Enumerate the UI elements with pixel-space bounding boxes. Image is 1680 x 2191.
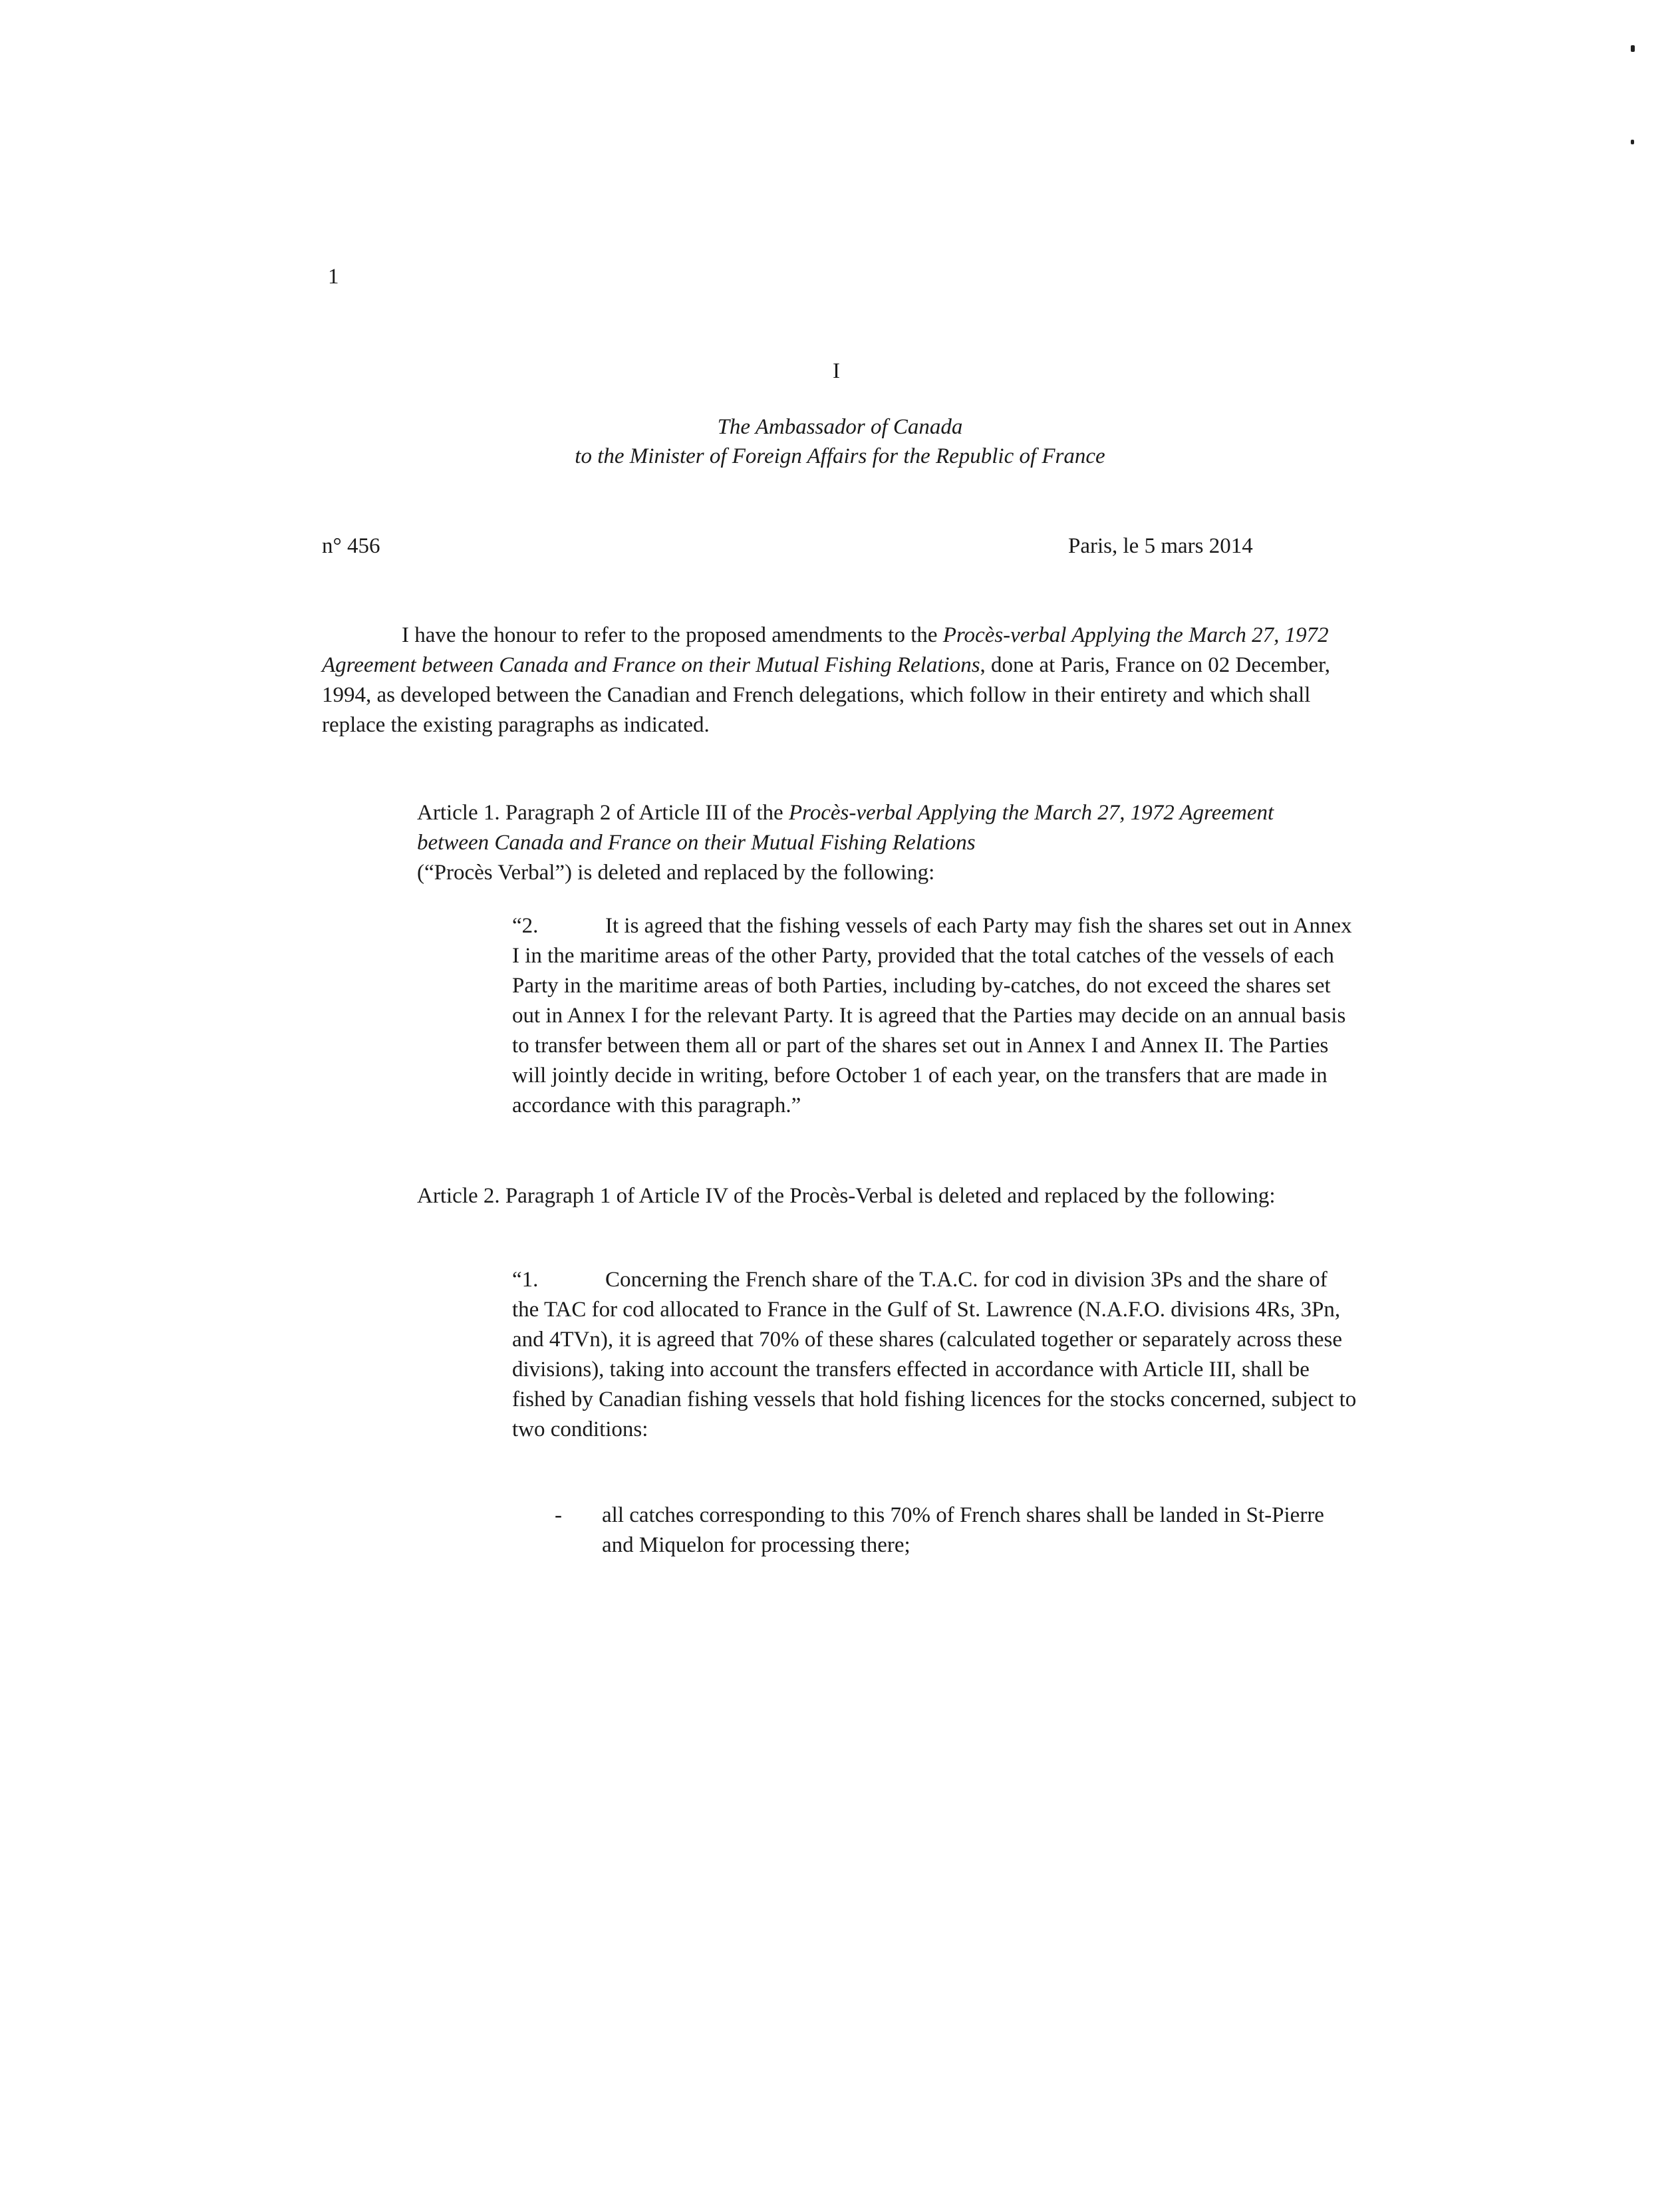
intro-text-start: I have the honour to refer to the proposed amendments to the <box>402 623 943 647</box>
letter-heading-sender: The Ambassador of Canada <box>717 415 963 439</box>
intro-agreement-title: Procès-verbal Applying the March 27, 1972 Agreement between Canada and France on their Mutual Fishing Relations <box>322 623 1329 677</box>
section-roman-numeral: I <box>833 359 840 383</box>
scan-speck <box>1631 140 1634 144</box>
article-2-paragraph: Article 2. Paragraph 1 of Article IV of the Procès-Verbal is deleted and replaced by the following: <box>417 1184 1276 1208</box>
intro-paragraph <box>322 621 1359 740</box>
bullet-dash: - <box>555 1503 562 1527</box>
place-and-date: Paris, le 5 mars 2014 <box>1068 534 1253 558</box>
quoted-paragraph-1 <box>512 1265 1357 1445</box>
scan-speck <box>1631 45 1635 52</box>
intro-text-end: , done at Paris, France on 02 December, 1994, as developed between the Canadian and French delegations, which follow in their entirety and which shall replace the existing paragraphs as indicated. <box>322 653 1331 737</box>
article-1-paragraph <box>417 798 1348 888</box>
note-number: n° 456 <box>322 534 380 558</box>
quoted-paragraph-2 <box>512 911 1357 1121</box>
quoted-paragraph-1-number: “1. <box>512 1268 539 1292</box>
page-number: 1 <box>328 265 339 289</box>
article-1-text-start: Article 1. Paragraph 2 of Article III of the <box>417 801 789 825</box>
letter-heading-recipient: to the Minister of Foreign Affairs for the Republic of France <box>575 444 1105 468</box>
article-1-text-end: (“Procès Verbal”) is deleted and replaced by the following: <box>417 861 935 885</box>
quoted-paragraph-1-text: Concerning the French share of the T.A.C. for cod in division 3Ps and the share of the TAC for cod allocated to France in the Gulf of St. Lawrence (N.A.F.O. divisions 4Rs, 3Pn, and 4TVn), it is agreed that 70% of these shares (calculated together or separately across these divisions), taking into account the transfers effected in accordance with Article III, shall be fished by Canadian fishing vessels that hold fishing licences for the stocks concerned, subject to two conditions: <box>512 1268 1357 1441</box>
quoted-paragraph-2-text: It is agreed that the fishing vessels of each Party may fish the shares set out in Annex I in the maritime areas of the other Party, provided that the total catches of the vessels of each Party in the maritime areas of both Parties, including by-catches, do not exceed the shares set out in Annex I for the relevant Party. It is agreed that the Parties may decide on an annual basis to transfer between them all or part of the shares set out in Annex I and Annex II. The Parties will jointly decide in writing, before October 1 of each year, on the transfers that are made in accordance with this paragraph.” <box>512 914 1352 1117</box>
quoted-paragraph-2-number: “2. <box>512 914 539 938</box>
article-1-agreement-title: Procès-verbal Applying the March 27, 1972 Agreement between Canada and France on their Mutual Fishing Relations <box>417 801 1274 855</box>
bullet-item: all catches corresponding to this 70% of French shares shall be landed in St-Pierre and Miquelon for processing there; <box>602 1503 1324 1557</box>
